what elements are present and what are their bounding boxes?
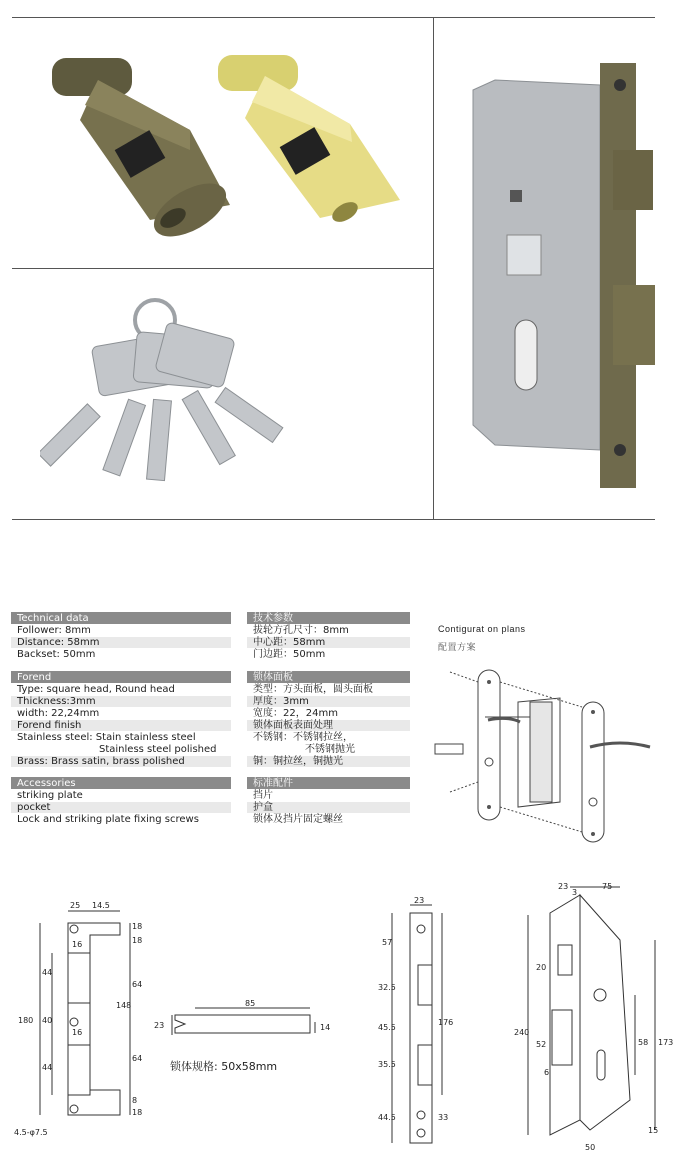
technical-data-table	[11, 612, 231, 661]
strike-dim-left: 44	[42, 968, 53, 977]
faceplate-dim-left: 32.5	[378, 983, 396, 992]
spindle-drawing	[150, 1000, 340, 1050]
technical-data-cn-row: 中心距：58mm	[247, 637, 410, 649]
case-dim-top: 75	[602, 882, 613, 891]
faceplate-outline	[410, 913, 432, 1143]
case-dim-bottom: 50	[585, 1143, 596, 1152]
forend-cn-row: 宽度：22，24mm	[247, 708, 410, 720]
brass-cylinder	[218, 55, 400, 226]
grid-horizontal-divider	[12, 268, 433, 269]
forend-row: Forend finish	[11, 720, 231, 732]
technical-data-cn-header: 技术参数	[247, 612, 410, 625]
forend-row: Stainless steel: Stain stainless steel	[11, 732, 231, 744]
case-dim-left: 52	[536, 1040, 547, 1049]
forend-table	[11, 671, 231, 768]
spindle-dim-right: 14	[320, 1023, 331, 1032]
outer-escutcheon	[582, 702, 604, 842]
strike-dim-inner: 16	[72, 940, 83, 949]
case-dim-left: 20	[536, 963, 547, 972]
technical-data-row: Distance: 58mm	[11, 637, 231, 649]
technical-data-cn-row: 拔轮方孔尺寸：8mm	[247, 625, 410, 637]
strike-dim-right: 148	[116, 1001, 132, 1010]
faceplate-dim-right: 33	[438, 1113, 449, 1122]
accessories-cn-row: 护盒	[247, 802, 410, 814]
lock-case-drawing	[510, 875, 680, 1160]
forend-cn-row: 厚度：3mm	[247, 696, 410, 708]
strike-dim-inner: 16	[72, 1028, 83, 1037]
strike-dim-right: 18	[132, 1108, 143, 1117]
forend-cn-row: 铜：铜拉丝，铜抛光	[247, 756, 410, 768]
forend-row: Type: square head, Round head	[11, 684, 231, 696]
antique-cylinder	[52, 58, 235, 247]
strike-plate-drawing	[10, 895, 160, 1145]
inner-escutcheon	[478, 670, 500, 820]
case-dim-left: 240	[514, 1028, 530, 1037]
accessories-cn-row: 锁体及挡片固定螺丝	[247, 814, 410, 826]
forend-cn-row: 类型：方头面板，圆头面板	[247, 684, 410, 696]
faceplate-dim-left: 35.5	[378, 1060, 396, 1069]
accessories-row: Lock and striking plate fixing screws	[11, 814, 231, 826]
mortise-lock-photo	[465, 55, 655, 495]
faceplate-dim-left: 57	[382, 938, 393, 947]
grid-bottom-rule	[12, 519, 655, 520]
cylinder-outline	[435, 744, 463, 754]
strike-dim-left: 180	[18, 1016, 34, 1025]
lock-case-faceplate-outline	[550, 895, 580, 1135]
accessories-cn-row: 挡片	[247, 790, 410, 802]
case-dim-right: 173	[658, 1038, 674, 1047]
strike-dim-right: 18	[132, 936, 143, 945]
case-dim-top: 3	[572, 888, 578, 897]
spindle-dim-length: 85	[245, 1000, 256, 1008]
spindle-dim-left: 23	[154, 1021, 165, 1030]
strike-dim-left: 40	[42, 1016, 53, 1025]
accessories-row: pocket	[11, 802, 231, 814]
forend-cn-row: 不锈钢抛光	[247, 744, 410, 756]
strike-dim-right: 8	[132, 1096, 138, 1105]
forend-header: Forend	[11, 671, 231, 684]
cylinder-photo	[40, 40, 420, 250]
configuration-title-cn: 配置方案	[438, 642, 477, 652]
technical-data-cn-table	[247, 612, 410, 661]
lock-size-caption: 锁体规格: 50x58mm	[170, 1060, 278, 1073]
faceplate-dim-right: 176	[438, 1018, 454, 1027]
strike-dim-left: 44	[42, 1063, 53, 1072]
strike-dim-right: 18	[132, 922, 143, 931]
strike-dim-bottom: 4.5-φ7.5	[14, 1128, 48, 1137]
technical-data-cn-row: 门边距：50mm	[247, 649, 410, 661]
strike-dim-right: 64	[132, 1054, 143, 1063]
case-dim-right: 15	[648, 1126, 659, 1135]
forend-cn-table	[247, 671, 410, 768]
grid-vertical-divider	[433, 17, 434, 520]
technical-data-row: Follower: 8mm	[11, 625, 231, 637]
keys-photo	[40, 290, 420, 500]
accessories-cn-header: 标准配件	[247, 777, 410, 790]
case-dim-top: 23	[558, 882, 569, 891]
case-dim-right: 58	[638, 1038, 649, 1047]
forend-row: Brass: Brass satin, brass polished	[11, 756, 231, 768]
forend-row: Thickness:3mm	[11, 696, 231, 708]
strike-dim-right: 64	[132, 980, 143, 989]
forend-cn-header: 锁体面板	[247, 671, 410, 684]
faceplate-dim-left: 44.5	[378, 1113, 396, 1122]
accessories-header: Accessories	[11, 777, 231, 790]
lock-case-body-outline	[580, 895, 630, 1130]
configuration-diagram	[430, 662, 670, 847]
forend-row: Stainless steel polished	[11, 744, 231, 756]
case-dim-left: 6	[544, 1068, 550, 1077]
forend-cn-row: 锁体面板表面处理	[247, 720, 410, 732]
strike-dim-top-25: 25	[70, 901, 81, 910]
faceplate-drawing	[378, 895, 458, 1150]
forend-row: width: 22,24mm	[11, 708, 231, 720]
faceplate-dim-top: 23	[414, 896, 425, 905]
technical-data-header: Technical data	[11, 612, 231, 625]
strike-dim-top-14-5: 14.5	[92, 901, 110, 910]
accessories-table	[11, 777, 231, 826]
strike-plate-outline	[68, 923, 120, 1115]
faceplate-dim-left: 45.5	[378, 1023, 396, 1032]
top-rule	[12, 17, 655, 18]
accessories-row: striking plate	[11, 790, 231, 802]
technical-data-row: Backset: 50mm	[11, 649, 231, 661]
configuration-title-en: Contigurat on plans	[438, 624, 526, 634]
spindle-outline	[175, 1015, 310, 1033]
forend-cn-row: 不锈钢：不锈钢拉丝，	[247, 732, 410, 744]
accessories-cn-table	[247, 777, 410, 826]
